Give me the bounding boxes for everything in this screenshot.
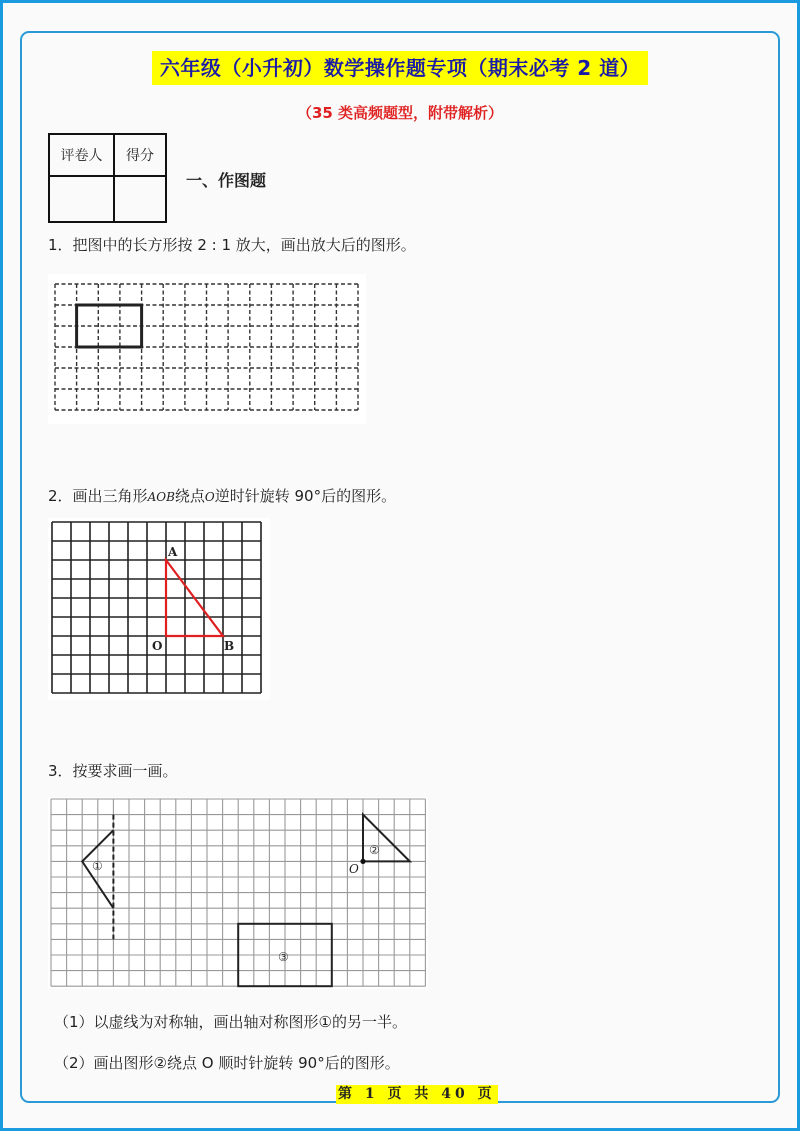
shape-2-label: ② <box>369 843 380 857</box>
pivot-label-o: O <box>349 862 359 876</box>
shape-1-label: ① <box>92 859 103 873</box>
question-3 <box>48 760 178 781</box>
section-title: 一、作图题 <box>186 171 267 190</box>
question-text: 把图中的长方形按 2 : 1 放大，画出放大后的图形。 <box>72 236 416 254</box>
question-text: 画出三角形 <box>72 487 148 505</box>
sub-question-2: （2）画出图形②绕点 O 顺时针旋转 90°后的图形。 <box>54 1054 400 1072</box>
grader-header: 评卷人 <box>49 134 114 176</box>
score-cell[interactable] <box>114 176 166 222</box>
question-2 <box>48 485 396 506</box>
label-a: A <box>168 545 178 559</box>
question-text: 按要求画一画。 <box>72 762 178 780</box>
pivot-point-o <box>360 859 365 864</box>
score-table <box>48 133 167 223</box>
triangle-var: AOB <box>147 490 175 504</box>
label-o: O <box>152 639 163 653</box>
question-number: 1． <box>48 236 73 254</box>
shape-3-label: ③ <box>278 950 289 964</box>
page-subtitle: （35 类高频题型，附带解析） <box>296 104 504 122</box>
figure-2-grid <box>48 518 270 700</box>
question-text: 逆时针旋转 90°后的图形。 <box>214 487 397 505</box>
question-number: 3． <box>48 762 73 780</box>
sub-question-1: （1）以虚线为对称轴，画出轴对称图形①的另一半。 <box>54 1013 407 1031</box>
question-text: 绕点 <box>174 487 205 505</box>
figure-3-grid <box>48 797 428 989</box>
grader-cell[interactable] <box>49 176 114 222</box>
question-number: 2． <box>48 487 73 505</box>
page-title: 六年级（小升初）数学操作题专项（期末必考 2 道） <box>152 51 648 85</box>
page-number: 第 1 页 共 40 页 <box>338 1086 496 1102</box>
question-1 <box>48 234 416 255</box>
point-var: O <box>204 490 215 504</box>
label-b: B <box>224 639 235 653</box>
figure-1-dashed-grid <box>48 274 366 424</box>
score-header: 得分 <box>114 134 166 176</box>
